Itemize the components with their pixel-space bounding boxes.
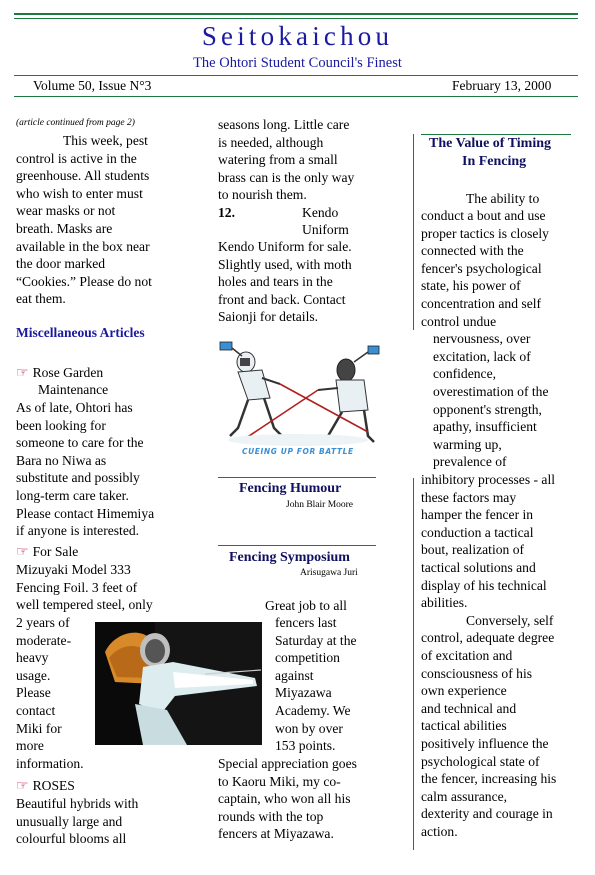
text-line: concentration and self [421,296,542,311]
text-line: positively influence the [421,736,549,751]
text-line: connected with the [421,243,524,259]
text-line: own experience [421,683,507,699]
text-line: Slightly used, with moth [218,256,352,272]
newsletter-subtitle: The Ohtori Student Council's Finest [193,55,402,71]
text-line: confidence, [433,366,497,382]
text-line: to nourish them. [218,187,307,203]
text-line: long-term care taker. [16,488,129,503]
text-line: warming up, [433,436,502,452]
text-line: Please [16,685,51,701]
text-line: substitute and possibly [16,470,140,486]
text-line: to Kaoru Miki, my co- [218,773,341,789]
text-line: hamper the fencer in [421,507,534,523]
text-line: As of late, Ohtori has [16,400,133,415]
item-12-word-uniform: Uniform [302,222,349,237]
timing-para1-lead: The ability to [466,191,540,206]
masthead-mid-rule [14,75,578,76]
text-line: opponent's strength, [433,401,542,417]
pointing-hand-icon: ☞ [16,545,29,560]
text-line: apathy, insufficient [433,419,537,435]
cartoon-caption: CUEING UP FOR BATTLE [242,447,354,456]
text-line: control, adequate degree [421,630,555,646]
text-line: tactical solutions and [421,560,536,575]
roses-item-title [16,777,75,796]
text-line: well tempered steel, only [16,597,153,613]
text-line: won by over [275,720,343,736]
text-line: rounds with the top [218,808,324,824]
issue-date: February 13, 2000 [452,78,552,93]
text-line: breath. Masks are [16,221,113,236]
text-line: abilities. [421,595,468,611]
text-line: “Cookies.” Please do not [16,273,152,289]
rose-garden-title-2: Maintenance [38,382,109,397]
text-line: seasons long. Little care [218,117,350,132]
text-line: usage. [16,667,51,683]
text-line: fencer's psychological [421,260,542,276]
masthead-top-rule-1 [14,13,578,15]
text-line: more [16,738,44,754]
text-line: psychological state of [421,753,540,769]
text-line: Miki for [16,720,62,736]
text-line: been looking for [16,417,106,433]
text-line: Mizuyaki Model 333 [16,562,131,577]
item-12-word-kendo: Kendo [302,205,339,220]
text-line: who wish to enter must [16,185,143,201]
masthead-top-rule-2 [14,18,578,19]
text-line: Fencing Foil. 3 feet of [16,579,138,595]
text-line: Saionji for details. [218,309,319,325]
text-line: information. [16,755,84,771]
pointing-hand-icon: ☞ [16,779,29,794]
fencer-photo-graphic [95,622,262,745]
text-line: 2 years of [16,615,70,630]
issue-volume: Volume 50, Issue N°3 [33,78,152,93]
text-line: Bara no Niwa as [16,452,107,468]
text-line: bout, realization of [421,542,525,558]
for-sale-title: For Sale [32,544,79,559]
text-line: conduct a bout and use [421,208,546,223]
text-line: consciousness of his [421,665,533,681]
text-line: competition [275,650,340,666]
text-line: calm assurance, [421,788,508,804]
text-line: holes and tears in the [218,274,333,290]
text-line: unusually large and [16,813,123,829]
newsletter-title: Seitokaichou [201,21,394,51]
text-line: Academy. We [275,703,351,718]
text-line: display of his technical [421,577,547,593]
continued-note: (article continued from page 2) [16,118,135,128]
text-line: and technical and [421,700,517,716]
rose-garden-title: Rose Garden [32,365,104,380]
text-line: eat them. [16,291,66,307]
fencing-cartoon-graphic [218,340,380,460]
text-line: proper tactics is closely [421,225,549,241]
text-line: This week, pest [63,133,148,148]
fencing-humour-byline: John Blair Moore [286,500,354,510]
rose-garden-item-title [16,364,103,383]
fencing-symposium-byline: Arisugawa Juri [300,568,358,578]
col3-left-border-top [413,134,414,330]
text-line: the fencer, increasing his [421,771,557,787]
roses-title: ROSES [32,778,75,793]
text-line: the door marked [16,256,106,272]
text-line: Please contact Himemiya [16,505,155,521]
text-line: these factors may [421,489,517,505]
text-line: overestimation of the [433,384,549,399]
text-line: Miyazawa [275,685,332,701]
text-line: if anyone is interested. [16,523,140,539]
fencing-symposium-heading: Fencing Symposium [229,550,350,565]
pointing-hand-icon: ☞ [16,366,29,381]
text-line: Special appreciation goes [218,756,357,771]
timing-heading-line-1: The Value of Timing [429,136,552,151]
text-line: contact [16,703,56,718]
text-line: Beautiful hybrids with [16,796,139,811]
col3-top-rule [421,134,571,135]
text-line: available in the box near [16,238,150,254]
masthead-bottom-rule [14,96,578,97]
text-line: captain, who won all his [218,791,351,807]
text-line: action. [421,824,458,839]
symposium-lead-line: Great job to all [265,598,347,613]
humour-rule [218,477,376,478]
col3-left-border-bottom [413,478,414,850]
item-12-number: 12. [218,205,235,220]
text-line: of excitation and [421,648,513,663]
text-line: against [275,667,314,683]
text-line: brass can is the only way [218,169,355,185]
text-line: control is active in the [16,150,137,166]
text-line: 153 points. [275,738,336,754]
text-line: tactical abilities [421,718,507,734]
text-line: heavy [16,650,49,666]
text-line: someone to care for the [16,435,144,451]
fencing-cartoon [218,340,380,460]
text-line: watering from a small [218,152,338,168]
for-sale-item-title [16,543,78,562]
text-line: nervousness, over [433,331,531,347]
text-line: inhibitory processes - all [421,472,556,487]
fencing-humour-heading: Fencing Humour [239,481,342,496]
text-line: wear masks or not [16,203,116,219]
text-line: Kendo Uniform for sale. [218,239,352,254]
text-line: Saturday at the [275,632,357,648]
text-line: fencers at Miyazawa. [218,826,334,842]
text-line: front and back. Contact [218,291,346,307]
text-line: state, his power of [421,278,521,294]
text-line: fencers last [275,615,337,630]
text-line: moderate- [16,632,72,648]
text-line: conduction a tactical [421,524,534,540]
symposium-rule [218,545,376,546]
text-line: greenhouse. All students [16,168,150,184]
text-line: colourful blooms all [16,831,127,847]
text-line: control undue [421,313,497,329]
text-line: dexterity and courage in [421,806,553,822]
timing-para2-lead: Conversely, self [466,612,554,628]
misc-articles-heading: Miscellaneous Articles [16,325,145,340]
text-line: is needed, although [218,134,324,150]
timing-heading-line-2: In Fencing [462,154,527,169]
text-line: prevalence of [433,454,507,470]
fencer-photo [95,622,262,745]
text-line: excitation, lack of [433,348,531,364]
